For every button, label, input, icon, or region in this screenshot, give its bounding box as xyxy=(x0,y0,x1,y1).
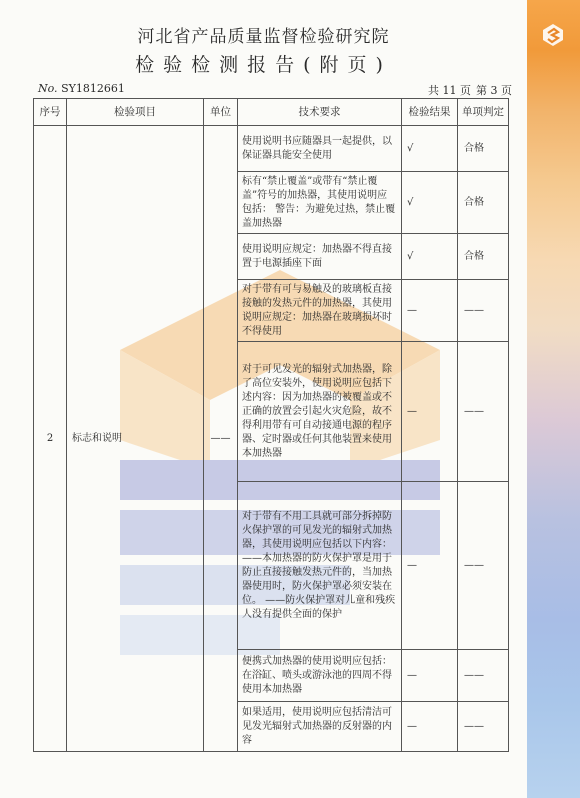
col-header-seq: 序号 xyxy=(34,99,67,126)
result-mark: √ xyxy=(402,172,458,234)
report-number-label: No. xyxy=(38,82,58,95)
document-title: 检验检测报告(附页) xyxy=(135,54,392,76)
requirement-text: 使用说明应规定：加热器不得直接置于电源插座下面 xyxy=(238,234,402,280)
item-name: 标志和说明 xyxy=(67,126,204,752)
institute-name: 河北省产品质量监督检验研究院 xyxy=(137,27,390,47)
judgment-text: 合格 xyxy=(458,126,509,172)
page-current: 第 3 页 xyxy=(476,84,512,97)
judgment-text: 合格 xyxy=(458,234,509,280)
table-header-row xyxy=(34,99,509,126)
result-mark: — xyxy=(402,702,458,752)
requirement-text: 便携式加热器的使用说明应包括：在浴缸、喷头或游泳池的四周不得使用本加热器 xyxy=(238,650,402,702)
table-row xyxy=(34,126,509,172)
judgment-text: 合格 xyxy=(458,172,509,234)
report-number-value: SY1812661 xyxy=(61,82,125,95)
institute-logo-icon xyxy=(540,22,566,48)
col-header-requirement: 技术要求 xyxy=(238,99,402,126)
report-number xyxy=(38,82,125,95)
result-mark: — xyxy=(402,280,458,342)
right-edge-color-strip xyxy=(527,0,580,798)
col-header-judgment: 单项判定 xyxy=(458,99,509,126)
result-mark: — xyxy=(402,342,458,482)
judgment-text: —— xyxy=(458,280,509,342)
col-header-result: 检验结果 xyxy=(402,99,458,126)
requirement-text: 对于带有不用工具就可部分拆掉防火保护罩的可见发光的辐射式加热器，其使用说明应包括以下内容： ——本加热器的防火保护罩是用于防止直接接触发热元件的，当加热器使用时，防火保护罩必须安装在位。 ——防火保护罩对儿童和残疾人没有提供全面的保护 xyxy=(238,482,402,650)
item-seq: 2 xyxy=(34,126,67,752)
result-mark: √ xyxy=(402,126,458,172)
col-header-unit: 单位 xyxy=(204,99,238,126)
page-total: 共 11 页 xyxy=(428,84,471,97)
requirement-text: 对于可见发光的辐射式加热器，除了高位安装外，使用说明应包括下述内容：因为加热器的被覆盖或不正确的放置会引起火灾危险，故不得利用带有可自动接通电源的程序器、定时器或任何其他装置来使用本加热器 xyxy=(238,342,402,482)
judgment-text: —— xyxy=(458,650,509,702)
requirement-text: 标有“禁止覆盖”或带有“禁止覆盖”符号的加热器，其使用说明应包括： 警告：为避免过热，禁止覆盖加热器 xyxy=(238,172,402,234)
col-header-item: 检验项目 xyxy=(67,99,204,126)
result-mark: — xyxy=(402,482,458,650)
judgment-text: —— xyxy=(458,342,509,482)
requirement-text: 使用说明书应随器具一起提供，以保证器具能安全使用 xyxy=(238,126,402,172)
item-unit: —— xyxy=(204,126,238,752)
page-indicator xyxy=(428,82,517,98)
requirement-text: 对于带有可与易触及的玻璃板直接接触的发热元件的加热器，其使用说明应规定：加热器在玻璃损坏时不得使用 xyxy=(238,280,402,342)
requirement-text: 如果适用，使用说明应包括清洁可见发光辐射式加热器的反射器的内容 xyxy=(238,702,402,752)
judgment-text: —— xyxy=(458,482,509,650)
judgment-text: —— xyxy=(458,702,509,752)
inspection-table xyxy=(33,98,509,752)
result-mark: √ xyxy=(402,234,458,280)
result-mark: — xyxy=(402,650,458,702)
